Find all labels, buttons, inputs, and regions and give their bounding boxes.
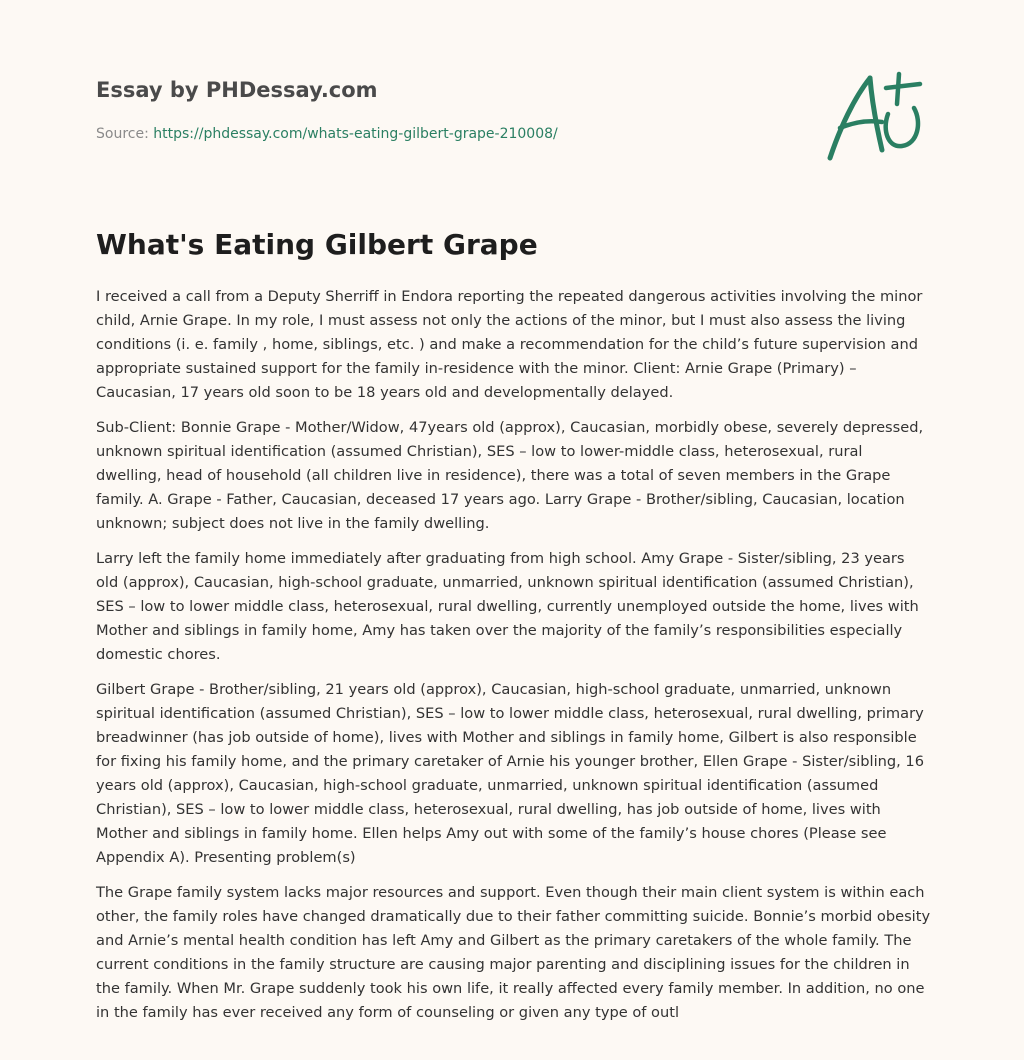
essay-paragraph: Gilbert Grape - Brother/sibling, 21 years old (approx), Caucasian, high-school graduate, unmarried, unknown spiritual identification (assumed Christian), SES – low to lower middle class, heterosexual, rural dwelling, primary breadwinner (has job outside of home), lives with Mother and siblings in family home, Gilbert is also responsible for fixing his family home, and the primary caretaker of Arnie his younger brother, Ellen Grape - Sister/sibling, 16 years old (approx), Caucasian, high-school graduate, unmarried, unknown spiritual identification (assumed Christian), SES – low to lower middle class, heterosexual, rural dwelling, has job outside of home, lives with Mother and siblings in family home. Ellen helps Amy out with some of the family’s house chores (Please see Appendix A). Presenting problem(s) <box>96 681 925 866</box>
essay-paragraph: Larry left the family home immediately after graduating from high school. Amy Grape - Sister/sibling, 23 years old (approx), Caucasian, high-school graduate, unmarried, unknown spiritual identification (assumed Christian), SES – low to lower middle class, heterosexual, rural dwelling, currently unemployed outside the home, lives with Mother and siblings in family home, Amy has taken over the majority of the family’s responsibilities especially domestic chores. <box>96 550 919 663</box>
source-link[interactable]: https://phdessay.com/whats-eating-gilbert-grape-210008/ <box>153 126 558 142</box>
essay-paragraph: The Grape family system lacks major resources and support. Even though their main client system is within each other, the family roles have changed dramatically due to their father committing suicide. Bonnie’s morbid obesity and Arnie’s mental health condition has left Amy and Gilbert as the primary caretakers of the whole family. The current conditions in the family structure are causing major parenting and disciplining issues for the children in the family. When Mr. Grape suddenly took his own life, it really affected every family member. In addition, no one in the family has ever received any form of counseling or given any type of outl <box>96 884 931 1021</box>
essay-body <box>96 285 931 1036</box>
source-line <box>96 124 796 144</box>
essay-paragraph: Sub-Client: Bonnie Grape - Mother/Widow, 47years old (approx), Caucasian, morbidly obese, severely depressed, unknown spiritual identification (assumed Christian), SES – low to lower-middle class, heterosexual, rural dwelling, head of household (all children live in residence), there was a total of seven members in the Grape family. A. Grape - Father, Caucasian, deceased 17 years ago. Larry Grape - Brother/sibling, Caucasian, location unknown; subject does not live in the family dwelling. <box>96 419 924 532</box>
source-label: Source: <box>96 126 154 142</box>
essay-title: What's Eating Gilbert Grape <box>96 228 538 261</box>
essay-paragraph: I received a call from a Deputy Sherriff in Endora reporting the repeated dangerous activities involving the minor child, Arnie Grape. In my role, I must assess not only the actions of the minor, but I must also assess the living conditions (i. e. family , home, siblings, etc. ) and make a recommendation for the child’s future supervision and appropriate sustained support for the family in-residence with the minor. Client: Arnie Grape (Primary) – Caucasian, 17 years old soon to be 18 years old and developmentally delayed. <box>96 288 923 401</box>
a-plus-logo-icon <box>820 66 930 166</box>
site-brand: Essay by PHDessay.com <box>96 78 378 102</box>
page-header <box>96 76 796 144</box>
